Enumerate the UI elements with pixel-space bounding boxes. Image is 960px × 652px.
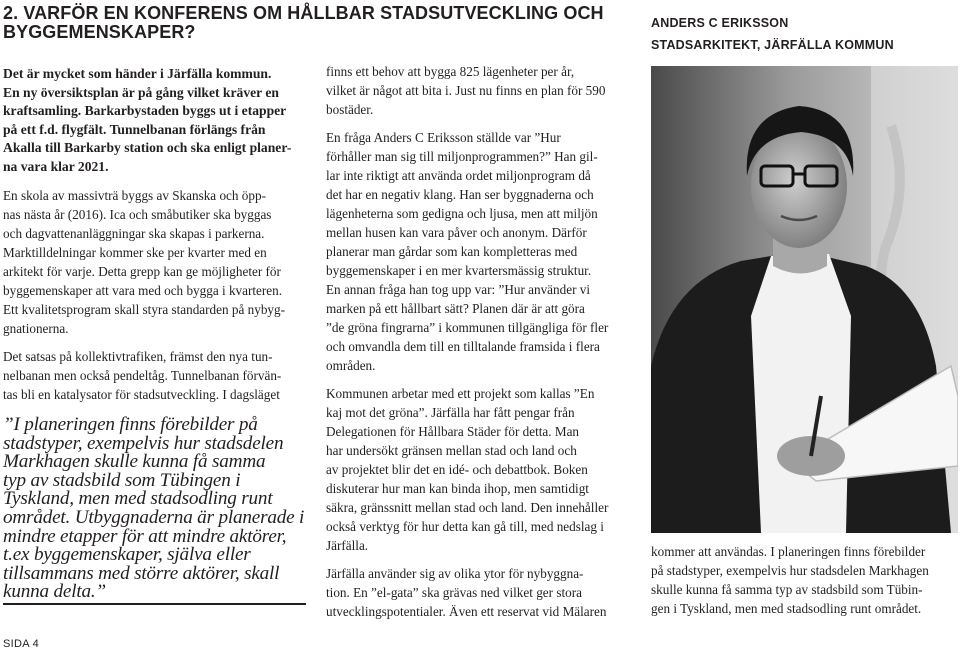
intro-line: på ett f.d. flygfält. Tunnelbanan förlängs från	[3, 121, 266, 137]
column-2	[326, 62, 638, 630]
body-line: förhåller man sig till miljonprogrammen?” Han gil-	[326, 149, 598, 164]
quote-line: t.ex byggemenskaper, själva eller	[3, 544, 251, 566]
body-line: skulle kunna få samma typ av stadsbild som Tübin-	[651, 582, 923, 597]
intro-line: kraftsamling. Barkarbystaden byggs ut i etapper	[3, 103, 287, 118]
body-line: marken på ett hållbart sätt? Planen där är att göra	[326, 301, 585, 316]
intro-line: En ny översiktsplan är på gång vilket kräver en	[3, 84, 279, 100]
body-line: kaj mot det gröna”. Järfälla har fått pengar från	[326, 405, 575, 420]
body-line: har undersökt gränsen mellan stad och land och	[326, 443, 577, 458]
body-line: nas nästa år (2016). Ica och småbutiker ska byggas	[3, 207, 272, 222]
body-paragraph	[326, 62, 638, 119]
body-line: bostäder.	[326, 102, 374, 117]
quote-divider	[3, 603, 306, 605]
quote-line: Markhagen skulle kunna få samma	[3, 451, 266, 473]
pull-quote	[3, 416, 315, 602]
quote-line: mindre etapper för att mindre aktörer,	[3, 525, 287, 547]
body-line: nelbanan men också pendeltåg. Tunnelbanan förvän-	[3, 368, 282, 383]
body-line: utvecklingspotentialer. Även ett reservat vid Mälaren	[326, 604, 607, 619]
body-line: diskuterar hur man kan binda ihop, men samtidigt	[326, 481, 589, 496]
intro-line: na vara klar 2021.	[3, 158, 109, 174]
body-line: gen i Tyskland, men med stadsodling runt området.	[651, 601, 922, 616]
heading-line-2: BYGGEMENSKAPER?	[3, 22, 196, 42]
body-line: En skola av massivträ byggs av Skanska och öpp-	[3, 188, 266, 203]
body-line: Det satsas på kollektivtrafiken, främst den nya tun-	[3, 349, 273, 364]
body-line: Ett kvalitetsprogram skall styra standarden på nybyg-	[3, 302, 285, 317]
quote-line: Tyskland, men med stadsodling runt	[3, 488, 273, 510]
body-paragraph	[326, 564, 638, 621]
article-heading	[3, 4, 613, 42]
body-paragraph	[651, 542, 956, 618]
quote-line: tillsammans med större aktörer, skall	[3, 562, 280, 584]
body-line: det har en negativ klang. Han ser byggnaderna och	[326, 187, 594, 202]
body-line: lar inte riktigt att använda ordet miljonprogram då	[326, 168, 591, 183]
portrait-photo	[651, 66, 958, 533]
body-line: Kommunen arbetar med ett projekt som kallas ”En	[326, 386, 595, 401]
body-line: byggemenskaper i en mer kvartersmässig struktur.	[326, 263, 592, 278]
heading-line-1: 2. VARFÖR EN KONFERENS OM HÅLLBAR STADSUTVECKLING OCH	[3, 3, 604, 23]
body-line: tas bli en katalysator för stadsutveckling. I dagsläget	[3, 387, 280, 402]
quote-line: stadstyper, exempelvis hur stadsdelen	[3, 432, 284, 454]
column-1	[3, 186, 311, 413]
page-number: SIDA 4	[3, 638, 40, 650]
body-line: gnationerna.	[3, 321, 69, 336]
quote-line: kunna delta.”	[3, 581, 106, 603]
body-paragraph	[326, 128, 638, 375]
body-paragraph	[3, 347, 311, 404]
body-line: planerar man gårdar som kan kompletteras med	[326, 244, 578, 259]
body-line: också verktyg för hur detta kan gå till, med nedslag i	[326, 519, 604, 534]
author-block	[651, 12, 956, 56]
body-line: En fråga Anders C Eriksson ställde var ”Hur	[326, 130, 561, 145]
body-line: säkra, gränssnitt mellan stad och land. Den innehåller	[326, 500, 609, 515]
intro-line: Akalla till Barkarby station och ska enligt planer-	[3, 140, 292, 155]
intro-line: Det är mycket som händer i Järfälla kommun.	[3, 66, 272, 81]
body-line: Marktilldelningar kommer ske per kvarter med en	[3, 245, 267, 260]
body-line: Järfälla.	[326, 538, 369, 553]
body-line: och dagvattenanläggningar ska skapas i parkerna.	[3, 226, 265, 241]
body-line: arkitekt för varje. Detta grepp kan ge möjligheter för	[3, 264, 281, 279]
body-line: vilket är något att bita i. Just nu finns en plan för 590	[326, 83, 606, 98]
body-line: ”de gröna fingrarna” i kommunen tillgängliga för fler	[326, 320, 609, 335]
body-line: Järfälla använder sig av olika ytor för nybyggna-	[326, 566, 584, 581]
intro-paragraph	[3, 65, 315, 176]
body-line: kommer att användas. I planeringen finns förebilder	[651, 544, 926, 559]
author-name: ANDERS C ERIKSSON	[651, 16, 789, 30]
body-line: av projektet blir det en idé- och debattbok. Boken	[326, 462, 588, 477]
body-paragraph	[3, 186, 311, 338]
body-line: mellan husen kan vara påver och anonym. Därför	[326, 225, 587, 240]
body-line: byggemenskaper att vara med och bygga i kvarteren.	[3, 283, 283, 298]
quote-line: typ av stadsbild som Tübingen i	[3, 469, 241, 491]
body-line: En annan fråga han tog upp var: ”Hur använder vi	[326, 282, 591, 297]
body-paragraph	[326, 384, 638, 555]
quote-line: området. Utbyggnaderna är planerade i	[3, 506, 305, 528]
body-line: och omvandla dem till en tilltalande framsida i flera	[326, 339, 600, 354]
quote-line: ”I planeringen finns förebilder på	[3, 414, 258, 435]
body-line: på stadstyper, exempelvis hur stadsdelen Markhagen	[651, 563, 929, 578]
body-line: Delegationen för Hållbara Städer för detta. Man	[326, 424, 580, 439]
author-role: STADSARKITEKT, JÄRFÄLLA KOMMUN	[651, 38, 894, 52]
column-3	[651, 542, 956, 627]
body-line: finns ett behov att bygga 825 lägenheter per år,	[326, 64, 575, 79]
body-line: lägenheterna som gedigna och ljusa, men att miljön	[326, 206, 598, 221]
body-line: tion. En ”el-gata” ska grävas ned vilket ger stora	[326, 585, 582, 600]
body-line: områden.	[326, 358, 376, 373]
